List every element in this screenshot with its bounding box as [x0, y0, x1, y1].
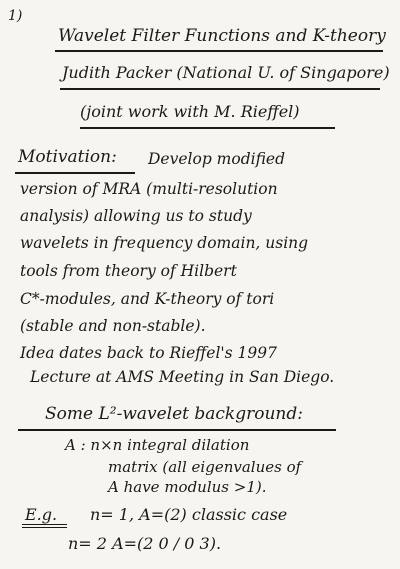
motivation-line-4: wavelets in frequency domain, using: [20, 234, 309, 252]
author-line: Judith Packer (National U. of Singapore): [62, 63, 390, 82]
page-title: Wavelet Filter Functions and K-theory: [58, 26, 386, 46]
dilation-def-line-3: A have modulus >1).: [108, 478, 267, 496]
motivation-line-2: version of MRA (multi-resolution: [20, 180, 278, 198]
title-underline: [55, 50, 383, 52]
motivation-heading: Motivation:: [18, 147, 117, 167]
motivation-line-3: analysis) allowing us to study: [20, 207, 252, 225]
page-number: 1): [8, 8, 23, 24]
dilation-def-line-2: matrix (all eigenvalues of: [108, 458, 302, 476]
background-heading: Some L²-wavelet background:: [45, 404, 303, 424]
dilation-def-line-1: A : n×n integral dilation: [65, 436, 250, 454]
joint-underline: [80, 127, 335, 129]
joint-work-line: (joint work with M. Rieffel): [80, 102, 300, 121]
motivation-underline: [15, 172, 135, 174]
background-underline: [18, 429, 336, 431]
example-line-2: n= 2 A=(2 0 / 0 3).: [68, 534, 222, 553]
motivation-line-8: Idea dates back to Rieffel's 1997: [20, 344, 277, 362]
motivation-line-7: (stable and non-stable).: [20, 317, 206, 335]
motivation-line-1: Develop modified: [148, 150, 286, 168]
example-underline: [22, 524, 67, 528]
motivation-line-5: tools from theory of Hilbert: [20, 262, 237, 280]
motivation-line-9: Lecture at AMS Meeting in San Diego.: [30, 368, 335, 386]
example-label: E.g.: [25, 505, 58, 524]
example-line-1: n= 1, A=(2) classic case: [90, 505, 288, 524]
author-underline: [60, 88, 380, 90]
motivation-line-6: C*-modules, and K-theory of tori: [20, 290, 275, 308]
